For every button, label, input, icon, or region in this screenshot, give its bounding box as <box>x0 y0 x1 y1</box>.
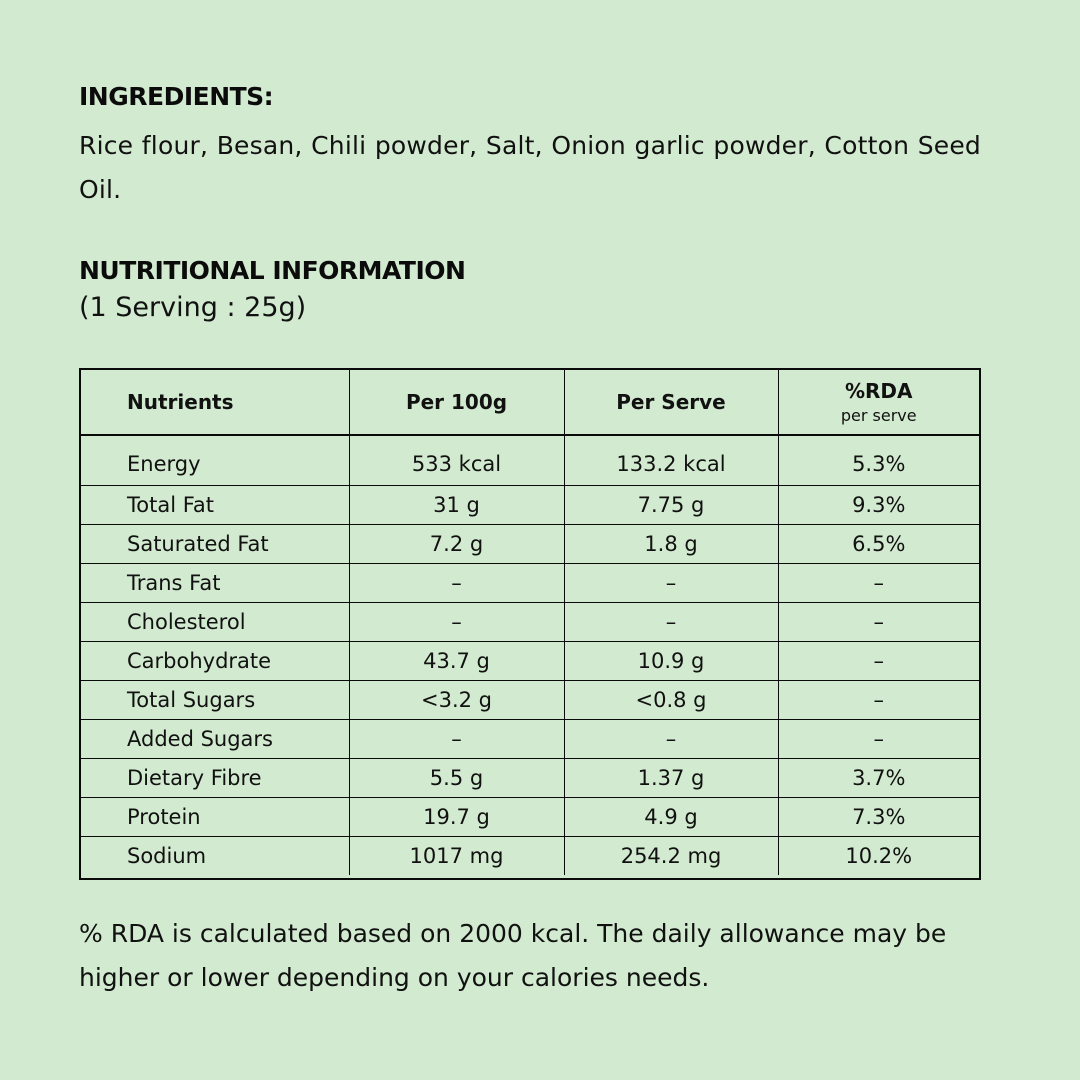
cell-rda: – <box>778 602 979 641</box>
table-body <box>81 435 979 875</box>
cell-rda: 7.3% <box>778 797 979 836</box>
table-row <box>81 602 979 641</box>
cell-per-serve: – <box>564 563 778 602</box>
header-rda-sublabel: per serve <box>840 406 917 425</box>
table-row <box>81 641 979 680</box>
table-row <box>81 719 979 758</box>
cell-rda: 9.3% <box>778 485 979 524</box>
cell-rda: – <box>778 563 979 602</box>
table-row <box>81 680 979 719</box>
cell-per-100g: – <box>349 602 564 641</box>
cell-per-100g: 533 kcal <box>349 435 564 485</box>
cell-per-100g: 19.7 g <box>349 797 564 836</box>
table-row <box>81 563 979 602</box>
cell-rda: – <box>778 719 979 758</box>
cell-per-serve: 4.9 g <box>564 797 778 836</box>
cell-rda: 10.2% <box>845 843 913 868</box>
nutrition-table-grid <box>81 370 979 875</box>
rda-footnote: % RDA is calculated based on 2000 kcal. The daily allowance may be higher or lower depending on your calories needs. <box>79 919 947 992</box>
cell-per-100g: – <box>349 719 564 758</box>
cell-nutrient: Saturated Fat <box>81 524 349 563</box>
table-row <box>81 524 979 563</box>
header-nutrients: Nutrients <box>81 370 349 435</box>
cell-per-100g: 5.5 g <box>349 758 564 797</box>
table-row <box>81 435 979 485</box>
table-header <box>81 370 979 435</box>
cell-rda: 3.7% <box>778 758 979 797</box>
cell-nutrient: Cholesterol <box>81 602 349 641</box>
cell-per-100g: 1017 mg <box>349 836 564 875</box>
cell-per-100g: 43.7 g <box>349 641 564 680</box>
table-row <box>81 836 979 875</box>
cell-nutrient: Total Sugars <box>81 680 349 719</box>
cell-per-100g: – <box>349 563 564 602</box>
cell-per-100g: 7.2 g <box>349 524 564 563</box>
cell-nutrient: Protein <box>81 797 349 836</box>
cell-nutrient: Energy <box>81 435 349 485</box>
cell-nutrient: Carbohydrate <box>81 641 349 680</box>
cell-per-100g: <3.2 g <box>349 680 564 719</box>
header-rda <box>778 370 979 435</box>
cell-per-serve: – <box>564 719 778 758</box>
cell-per-serve: <0.8 g <box>564 680 778 719</box>
cell-per-serve: – <box>564 602 778 641</box>
header-per-100g: Per 100g <box>349 370 564 435</box>
cell-per-serve: 7.75 g <box>564 485 778 524</box>
cell-per-serve: 10.9 g <box>564 641 778 680</box>
nutrition-heading: NUTRITIONAL INFORMATION <box>79 256 466 285</box>
cell-per-serve: 133.2 kcal <box>564 435 778 485</box>
cell-nutrient: Sodium <box>81 836 349 875</box>
cell-rda: 5.3% <box>778 435 979 485</box>
cell-nutrient: Trans Fat <box>81 563 349 602</box>
cell-rda: – <box>778 641 979 680</box>
ingredients-heading: INGREDIENTS: <box>79 82 274 111</box>
cell-nutrient: Added Sugars <box>81 719 349 758</box>
nutrition-table <box>79 368 981 880</box>
table-row <box>81 758 979 797</box>
serving-size: (1 Serving : 25g) <box>79 292 307 323</box>
ingredients-text: Rice flour, Besan, Chili powder, Salt, Onion garlic powder, Cotton Seed Oil. <box>79 131 981 204</box>
cell-nutrient: Total Fat <box>81 485 349 524</box>
table-row <box>81 797 979 836</box>
cell-nutrient: Dietary Fibre <box>81 758 349 797</box>
header-per-serve: Per Serve <box>564 370 778 435</box>
header-rda-label: %RDA <box>844 379 913 403</box>
cell-rda: – <box>778 680 979 719</box>
table-row <box>81 485 979 524</box>
cell-rda: 6.5% <box>778 524 979 563</box>
header-row <box>81 370 979 435</box>
cell-per-serve: 1.37 g <box>564 758 778 797</box>
cell-per-100g: 31 g <box>349 485 564 524</box>
cell-per-serve: 1.8 g <box>564 524 778 563</box>
cell-per-serve: 254.2 mg <box>564 836 778 875</box>
